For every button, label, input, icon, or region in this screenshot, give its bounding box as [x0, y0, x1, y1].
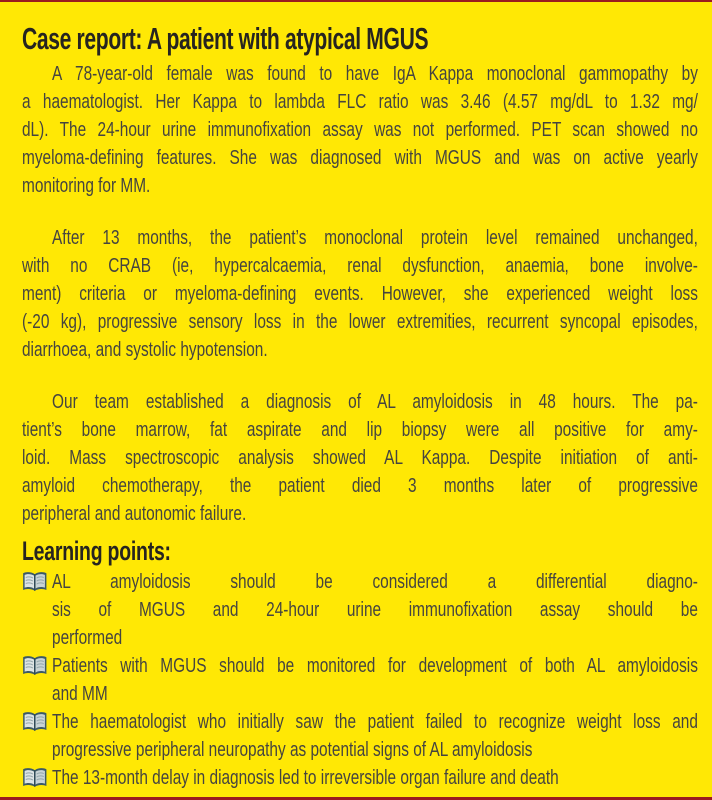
learning-point-item: [22, 764, 698, 792]
text-line: peripheral and autonomic failure.: [22, 502, 247, 525]
top-rule: [0, 0, 712, 2]
text-line: ment) criteria or myeloma-defining events. However, she experienced weight loss: [22, 282, 698, 305]
paragraph-diagnosis: [22, 388, 698, 528]
text-line: The haematologist who initially saw the patient failed to recognize weight loss and: [52, 710, 698, 733]
text-line: (-20 kg), progressive sensory loss in the lower extremities, recurrent syncopal episodes,: [22, 310, 698, 333]
learning-points-heading: Learning points:: [22, 536, 171, 566]
learning-point-item: [22, 568, 698, 652]
text-line: The 13-month delay in diagnosis led to irreversible organ failure and death: [52, 766, 559, 789]
text-line: AL amyloidosis should be considered a differential diagno-: [52, 570, 698, 593]
text-line: Our team established a diagnosis of AL amyloidosis in 48 hours. The pa-: [52, 390, 698, 413]
text-line: A 78-year-old female was found to have IgA Kappa monoclonal gammopathy by: [52, 62, 698, 85]
text-line: After 13 months, the patient’s monoclonal protein level remained unchanged,: [52, 226, 698, 249]
paragraph-case-intro: [22, 60, 698, 200]
open-book-icon: [22, 711, 48, 732]
text-line: monitoring for MM.: [22, 174, 151, 197]
open-book-icon: [22, 767, 48, 788]
learning-point-item: [22, 708, 698, 764]
text-line: loid. Mass spectroscopic analysis showed AL Kappa. Despite initiation of anti-: [22, 446, 698, 469]
text-line: and MM: [52, 682, 108, 705]
text-line: amyloid chemotherapy, the patient died 3 months later of progressive: [22, 474, 698, 497]
text-line: performed: [52, 626, 123, 649]
text-line: with no CRAB (ie, hypercalcaemia, renal dysfunction, anaemia, bone involve-: [22, 254, 698, 277]
text-line: sis of MGUS and 24-hour urine immunofixation assay should be: [52, 598, 698, 621]
text-line: a haematologist. Her Kappa to lambda FLC ratio was 3.46 (4.57 mg/dL to 1.32 mg/: [22, 90, 698, 113]
learning-point-item: [22, 652, 698, 708]
text-line: dL). The 24-hour urine immunofixation assay was not performed. PET scan showed no: [22, 118, 698, 141]
body-text: [22, 60, 698, 528]
text-line: myeloma-defining features. She was diagnosed with MGUS and was on active yearly: [22, 146, 698, 169]
text-line: tient’s bone marrow, fat aspirate and lip biopsy were all positive for amy-: [22, 418, 698, 441]
open-book-icon: [22, 655, 48, 676]
text-line: diarrhoea, and systolic hypotension.: [22, 338, 268, 361]
paragraph-follow-up: [22, 224, 698, 364]
panel-content: [22, 20, 712, 792]
text-line: progressive peripheral neuropathy as potential signs of AL amyloidosis: [52, 738, 533, 761]
learning-points-list: [22, 568, 698, 792]
text-line: Patients with MGUS should be monitored for development of both AL amyloidosis: [52, 654, 698, 677]
page-title: Case report: A patient with atypical MGUS: [22, 21, 429, 56]
open-book-icon: [22, 571, 48, 592]
